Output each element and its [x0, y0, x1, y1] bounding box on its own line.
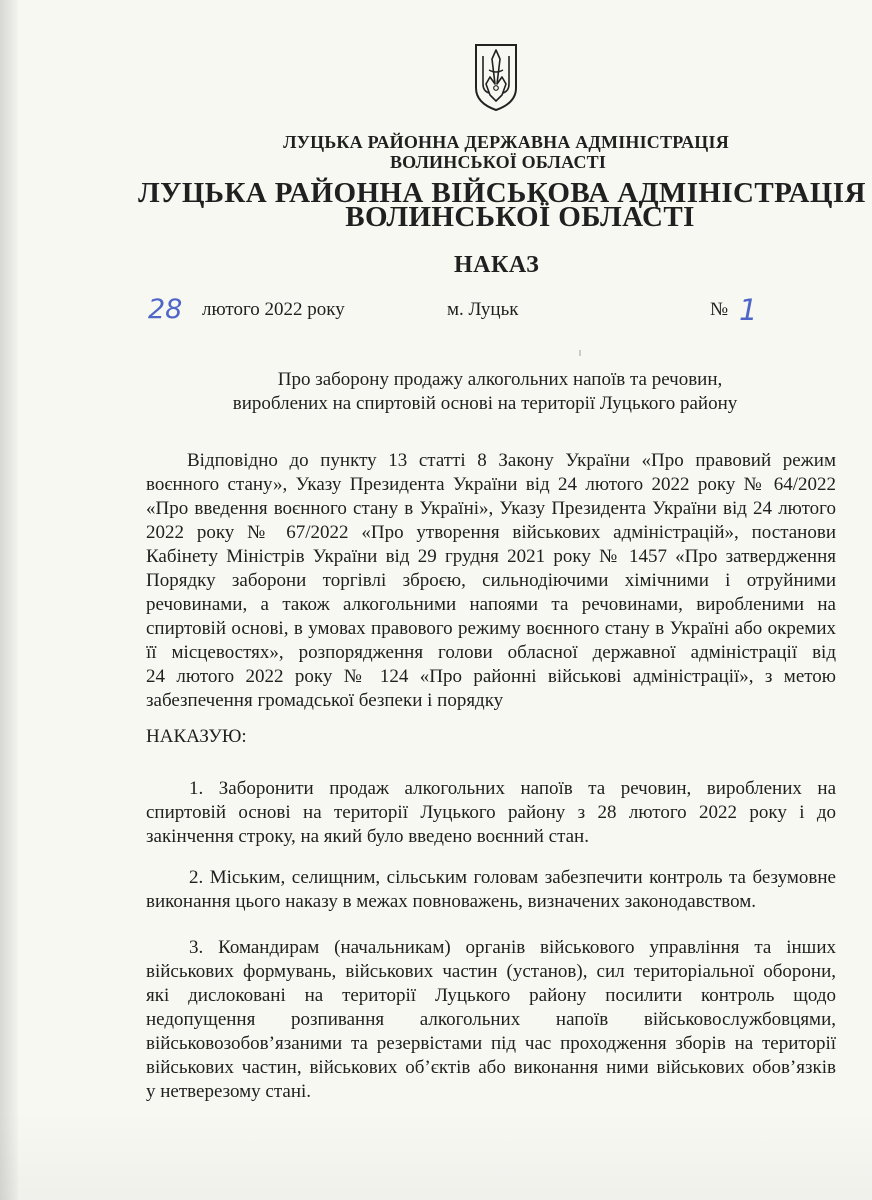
paragraph-line: 2022 року № 67/2022 «Про утворення військових адміністрацій», постанови [146, 522, 836, 543]
order-item-line: військових формувань, військових частин (установ), сил територіальної оборони, [146, 961, 836, 982]
order-item-line: 1. Заборонити продаж алкогольних напоїв та речовин, вироблених на [189, 778, 836, 799]
order-word: НАКАЗУЮ: [146, 726, 247, 747]
header-line-2: ВОЛИНСЬКОЇ ОБЛАСТІ [389, 152, 607, 172]
paragraph-line: речовинами, а також алкогольними напоями та речовинами, виробленими на [146, 594, 836, 615]
document-title: НАКАЗ [454, 252, 540, 278]
paragraph-line: її місцевостях», розпорядження голови обласної державної адміністрації від [146, 642, 836, 663]
subject-line-2: вироблених на спиртовій основі на території Луцького району [232, 393, 738, 414]
scan-mark [579, 350, 581, 356]
header-line-3: ЛУЦЬКА РАЙОННА ВІЙСЬКОВА АДМІНІСТРАЦІЯ [138, 177, 866, 209]
scan-left-shadow [0, 0, 18, 1200]
document-city: м. Луцьк [447, 299, 519, 320]
order-item-line: спиртовій основі на території Луцького району з 28 лютого 2022 року і до [146, 802, 836, 823]
handwritten-day: 28 [148, 294, 183, 325]
document-date: лютого 2022 року [202, 299, 345, 320]
order-item-line: військовозобов’язаними та резервістами під час проходження зборів на території [146, 1033, 836, 1054]
paragraph-line: Відповідно до пункту 13 статті 8 Закону України «Про правовий режим [187, 450, 836, 471]
document-number-label: № [710, 299, 729, 320]
subject-line-1: Про заборону продажу алкогольних напоїв та речовин, [277, 369, 723, 390]
header-line-4: ВОЛИНСЬКОЇ ОБЛАСТІ [345, 201, 695, 233]
paragraph-line: спиртовій основі, в умовах правового режиму воєнного стану в Україні або окремих [146, 618, 836, 639]
header-line-1: ЛУЦЬКА РАЙОННА ДЕРЖАВНА АДМІНІСТРАЦІЯ [283, 132, 729, 152]
order-item-line: які дислоковані на території Луцького району посилити контроль щодо [146, 985, 836, 1006]
trident-emblem-icon [473, 40, 519, 112]
order-item-line: у нетверезому стані. [146, 1081, 312, 1102]
order-item-line: недопущення розпивання алкогольних напоїв військовослужбовцями, [146, 1009, 836, 1030]
order-item-line: 2. Міським, селищним, сільським головам забезпечити контроль та безумовне [189, 867, 836, 888]
order-item-line: закінчення строку, на який було введено воєнний стан. [146, 826, 589, 847]
order-item-line: виконання цього наказу в межах повноважень, визначених законодавством. [146, 891, 756, 912]
paragraph-line: Кабінету Міністрів України від 29 грудня 2021 року № 1457 «Про затвердження [146, 546, 836, 567]
paragraph-line: «Про введення воєнного стану в Україні», Указу Президента України від 24 лютого [146, 498, 836, 519]
scan-bottom-shadow [0, 1110, 872, 1200]
paragraph-line: 24 лютого 2022 року № 124 «Про районні військові адміністрації», з метою [146, 666, 836, 687]
paragraph-line: забезпечення громадської безпеки і порядку [146, 690, 504, 711]
paragraph-line: Порядку заборони торгівлі зброєю, сильнодіючими хімічними і отруйними [146, 570, 836, 591]
order-item-line: військових частин, військових об’єктів або виконання ними військових обов’язків [146, 1057, 836, 1078]
paragraph-line: воєнного стану», Указу Президента України від 24 лютого 2022 року № 64/2022 [146, 474, 836, 495]
handwritten-number: 1 [739, 293, 758, 327]
order-item-line: 3. Командирам (начальникам) органів військового управління та інших [189, 937, 836, 958]
